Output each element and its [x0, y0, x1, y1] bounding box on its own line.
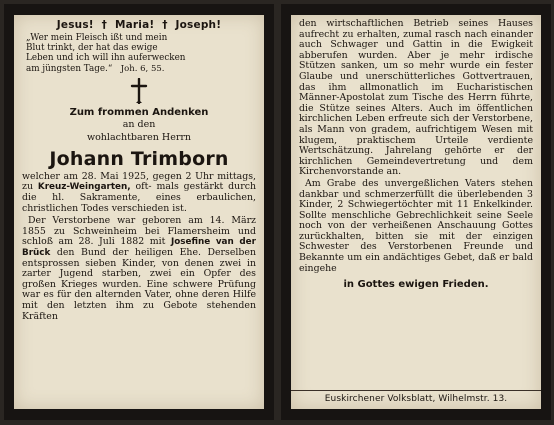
- death-place: Kreuz-Weingarten,: [37, 182, 131, 193]
- left-card-frame: [4, 4, 274, 420]
- verse-line-last: am jüngsten Tage.“ Joh. 6, 55.: [26, 63, 165, 74]
- death-paragraph: welcher am 28. Mai 1925, gegen 2 Uhr mittags, zu Kreuz-Weingarten, oft- mals gestärkt durch die hl. Sakramente, eines erbaulichen, christlichen Todes verschieden ist.: [22, 170, 256, 214]
- life-paragraph: den wirtschaftlichen Betrieb seines Hauses aufrecht zu erhalten, zumal rasch nach einander auch Schwager und Gattin in die Ewigkeit abberufen wurden. Aber je mehr irdische Stützen sanken, um so mehr wurde ein fester Glaube und unerschütterliches Gottvertrauen, das ihm allmonatlich im Eucharistischen Männer-Apostolat zum Tische des Herrn führte, die Stütze seines Alters. Auch im öffentlichen kirchlichen Leben erfreute sich der Verstorbene, als Mann von gradem, aufrichtigem Wesen mit klugem, praktischem Urteile verdiente Wertschätzung. Jahrelang gehörte er der kirchlichen Gemeindevertretung und dem Kirchenvorstande an.: [299, 18, 533, 178]
- closing-line: in Gottes ewigen Frieden.: [343, 279, 489, 291]
- cross-icon: [130, 78, 148, 104]
- verse-reference: Joh. 6, 55.: [120, 63, 165, 74]
- wife-name: Josefine van der Brück: [22, 237, 256, 258]
- pious-invocation: [22, 19, 256, 31]
- deceased-name: Johann Trimborn: [49, 147, 229, 170]
- verse-line: „Wer mein Fleisch ißt und mein: [26, 33, 168, 43]
- biography-paragraph: Der Verstorbene war geboren am 14. März 1855 zu Schweinheim bei Flamersheim und schloß am 28. Juli 1882 mit Josefine van der Brück den Bund der heiligen Ehe. Derselben entsprossen sieben Kinder, von denen zwei in zarter Jugend starben, zwei ein Opfer des großen Krieges wurden. Eine schwere Prüfung war es für den alternden Vater, ohne deren Hilfe mit den letzten ihm zu Gebote stehenden Kräften: [22, 215, 256, 322]
- small-cross-icon: †: [162, 19, 168, 31]
- invocation-joseph: Joseph!: [175, 19, 222, 31]
- memorial-heading: Zum frommen Andenken: [69, 106, 209, 118]
- right-page: [291, 15, 541, 409]
- right-card-frame: [281, 4, 551, 420]
- left-page-content: [22, 18, 256, 322]
- honorific-text: wohlachtbaren Herrn: [86, 131, 192, 143]
- small-cross-icon: †: [101, 19, 108, 31]
- bible-verse: [26, 33, 254, 74]
- an-den-text: an den: [122, 118, 156, 130]
- printer-imprint: Euskirchener Volksblatt, Wilhelmstr. 13.: [291, 390, 541, 407]
- verse-line: Blut trinkt, der hat das ewige: [26, 43, 158, 54]
- right-page-content: [299, 19, 533, 290]
- invocation-jesus: Jesus!: [56, 19, 94, 31]
- family-paragraph: Am Grabe des unvergeßlichen Vaters stehen dankbar und schmerzerfüllt die überlebenden 3 Kinder, 2 Schwiegertöchter mit 11 Enkelkinder. Sollte menschliche Gebrechlichkeit seine Seele noch von der verheißenen Anschauung Gottes zurückhalten, bitten sie mit der einzigen Schwester des Verstorbenen Freunde und Bekannte um ein andächtiges Gebet, daß er bald eingehe: [299, 177, 533, 274]
- verse-line: Leben und ich will ihn auferwecken: [26, 53, 186, 64]
- invocation-maria: Maria!: [114, 19, 155, 31]
- left-page: [14, 15, 264, 409]
